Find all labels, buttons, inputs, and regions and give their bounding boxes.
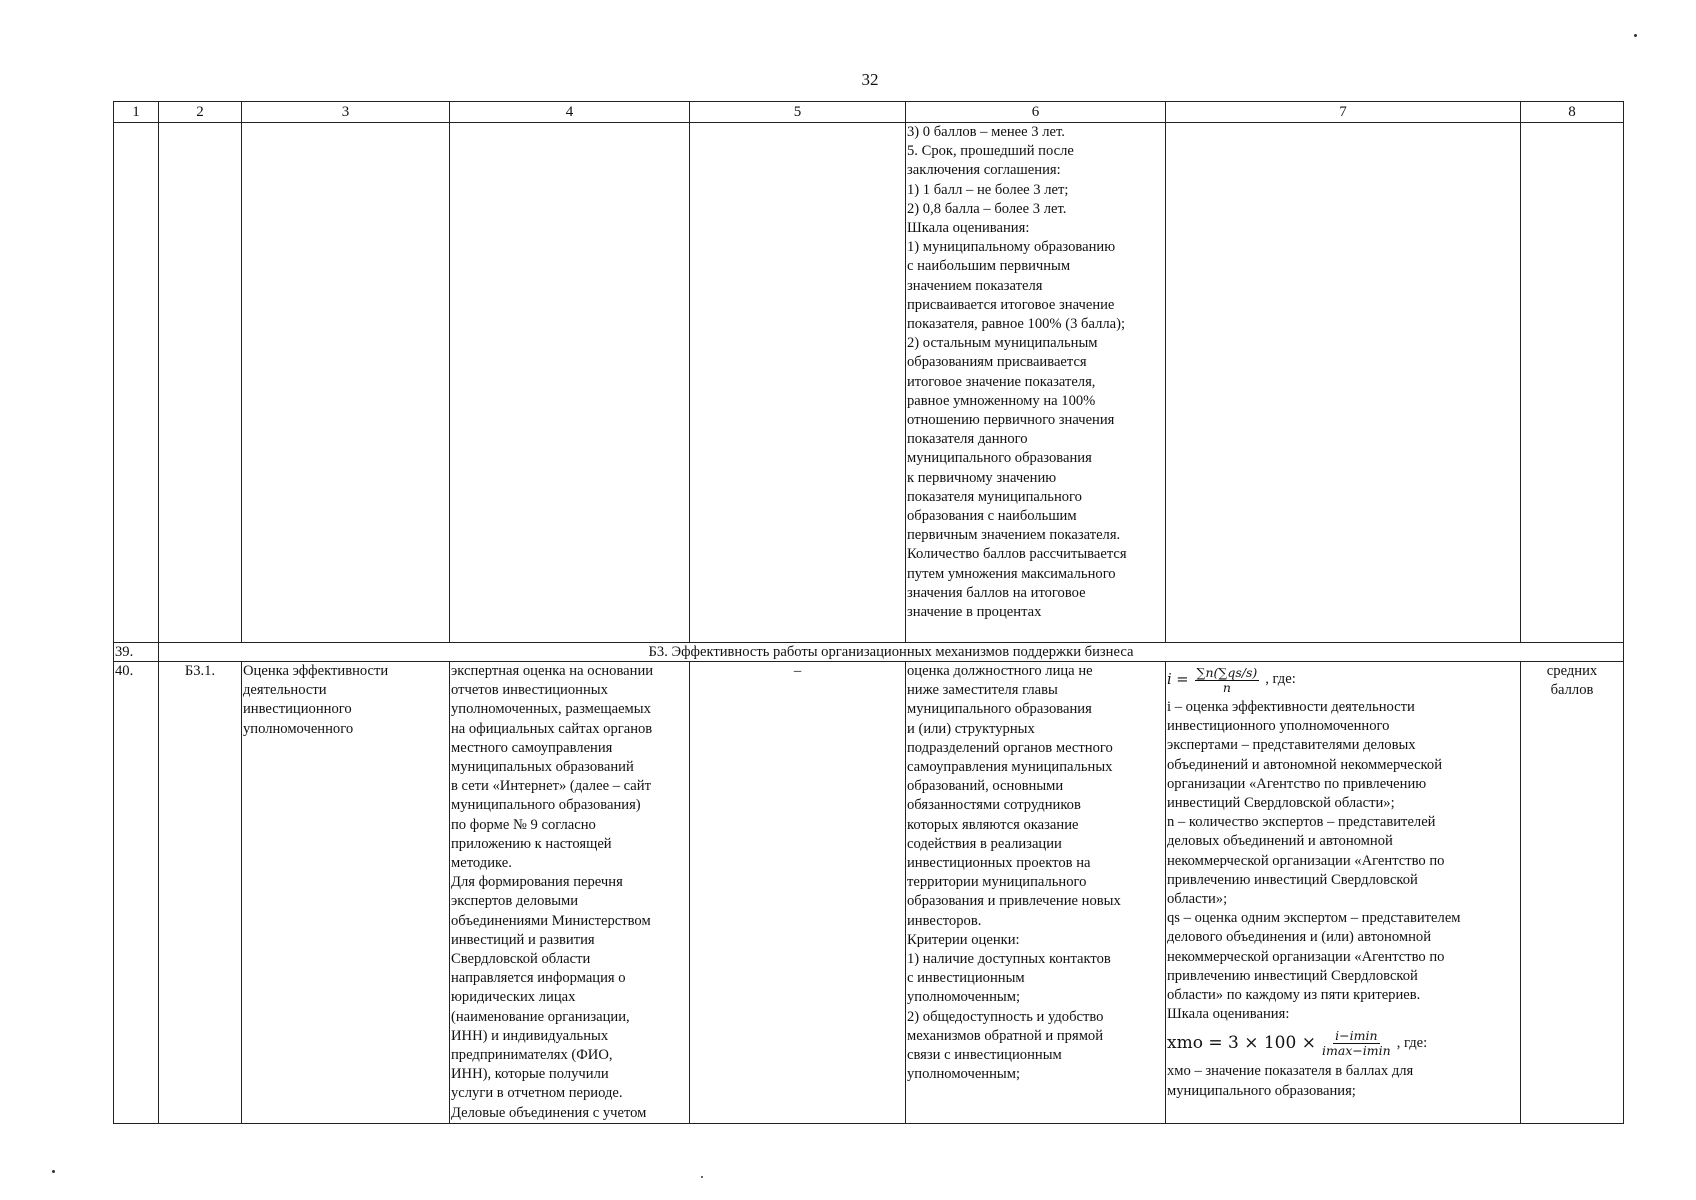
formula-text-line: привлечению инвестиций Свердловской [1167, 967, 1418, 984]
criteria-text-line: уполномоченным; [907, 1066, 1021, 1083]
data-source-line: экспертов деловыми [451, 893, 579, 910]
criteria-text-line: отношению первичного значения [907, 412, 1115, 429]
formula2-fraction [1320, 1029, 1393, 1058]
data-source-line: предпринимателях (ФИО, [451, 1047, 613, 1064]
formula-text-line: делового объединения и (или) автономной [1167, 929, 1432, 946]
data-source-line: юридических лицах [451, 989, 576, 1006]
formula-average-score [1167, 662, 1519, 698]
page-number: 32 [861, 70, 879, 89]
criteria-text-line: уполномоченным; [907, 989, 1021, 1006]
data-source-line: направляется информация о [451, 970, 626, 987]
unit-cell [1521, 662, 1624, 1124]
data-source-cell [450, 662, 690, 1124]
formula-text-line: n – количество экспертов – представителей [1167, 814, 1436, 831]
unit-line: средних [1546, 663, 1598, 679]
criteria-text-line: 5. Срок, прошедший после [907, 143, 1074, 160]
criteria-text-line: механизмов обратной и прямой [907, 1027, 1104, 1044]
criteria-text-line: Критерии оценки: [907, 931, 1020, 948]
data-source-line: инвестиций и развития [451, 931, 595, 948]
criteria-text-line: 1) муниципальному образованию [907, 239, 1116, 256]
criteria-text-line: присваивается итоговое значение [907, 296, 1115, 313]
criteria-text-line: содействия в реализации [907, 835, 1062, 852]
data-source-line: уполномоченных, размещаемых [451, 701, 651, 718]
formula-text-line: области»; [1167, 891, 1228, 908]
criteria-text-line: 1) 1 балл – не более 3 лет; [907, 181, 1069, 198]
data-source-line: ИНН), которые получили [451, 1066, 609, 1083]
scan-speck [1634, 34, 1637, 37]
data-source-line: местного самоуправления [451, 739, 613, 756]
criteria-text-line: Шкала оценивания: [907, 220, 1030, 237]
data-source-line: объединениями Министерством [451, 912, 651, 929]
formula-text-line: qs – оценка одним экспертом – представителем [1167, 910, 1461, 927]
data-source-line: муниципального образования) [451, 797, 641, 814]
col-header-4: 4 [450, 102, 690, 123]
formula-text-line: области» по каждому из пяти критериев. [1167, 987, 1421, 1004]
data-source-line: (наименование организации, [451, 1008, 630, 1025]
criteria-text-line: 2) общедоступность и удобство [907, 1008, 1104, 1025]
criteria-text-line: самоуправления муниципальных [907, 759, 1113, 776]
formula-score-scale [1167, 1024, 1519, 1062]
data-source-line: Свердловской области [451, 951, 591, 968]
indicator-name-cell [242, 662, 450, 1124]
criteria-text-line: образованиям присваивается [907, 354, 1087, 371]
criteria-text-line: значением показателя [907, 277, 1043, 294]
row-number: 40. [114, 662, 159, 1124]
formula1-lhs: i = [1167, 671, 1189, 689]
formula-text-line: муниципального образования; [1167, 1082, 1356, 1099]
indicator-name-line: Оценка эффективности [243, 663, 389, 679]
data-source-line: в сети «Интернет» (далее – сайт [451, 778, 651, 795]
formula-text-line: некоммерческой организации «Агентство по [1167, 852, 1445, 869]
criteria-text-line: территории муниципального [907, 874, 1087, 891]
indicator-name-line: деятельности [243, 682, 327, 699]
col-header-5: 5 [690, 102, 906, 123]
criteria-text-line: показателя данного [907, 431, 1028, 448]
criteria-text-line: муниципального образования [907, 450, 1092, 467]
criteria-text-line: значение в процентах [907, 604, 1042, 621]
criteria-text-line: связи с инвестиционным [907, 1047, 1062, 1064]
data-source-line: экспертная оценка на основании [451, 663, 654, 679]
indicators-table [113, 101, 1624, 1124]
formula-text-line: инвестиционного уполномоченного [1167, 718, 1390, 735]
section-row [114, 643, 1624, 662]
criteria-text-line: путем умножения максимального [907, 565, 1116, 582]
formula-text-line: xмо – значение показателя в баллах для [1167, 1063, 1414, 1080]
table-row [114, 662, 1624, 1124]
criteria-text-line: показателя муниципального [907, 488, 1082, 505]
formula-text-line: деловых объединений и автономной [1167, 833, 1393, 850]
col-header-2: 2 [159, 102, 242, 123]
formula-text-line: организации «Агентство по привлечению [1167, 775, 1427, 792]
formula-text-line: объединений и автономной некоммерческой [1167, 756, 1443, 773]
data-source-line: приложению к настоящей [451, 835, 612, 852]
scan-speck [52, 1170, 55, 1173]
formula1-tail: , где: [1265, 671, 1296, 688]
indicator-code: Б3.1. [159, 662, 242, 1124]
formula-text-line: некоммерческой организации «Агентство по [1167, 948, 1445, 965]
unit-line: баллов [1550, 682, 1594, 699]
data-source-line: методике. [451, 855, 512, 872]
data-source-line: отчетов инвестиционных [451, 682, 608, 699]
data-source-line: Деловые объединения с учетом [451, 1104, 647, 1121]
formula-text-line: i – оценка эффективности деятельности [1167, 699, 1415, 715]
criteria-text-line: 2) 0,8 балла – более 3 лет. [907, 200, 1067, 217]
formula-text-line: Шкала оценивания: [1167, 1006, 1290, 1023]
formula-cell [1166, 662, 1521, 1124]
criteria-text-line: которых являются оказание [907, 816, 1079, 833]
section-number: 39. [114, 643, 159, 662]
col-header-3: 3 [242, 102, 450, 123]
col-header-8: 8 [1521, 102, 1624, 123]
criteria-text-line: 2) остальным муниципальным [907, 335, 1098, 352]
criteria-text-line: заключения соглашения: [907, 162, 1061, 179]
continuation-criteria-cell [906, 123, 1166, 643]
criteria-text-line: Количество баллов рассчитывается [907, 546, 1127, 563]
criteria-text-line: обязанностями сотрудников [907, 797, 1081, 814]
criteria-text-line: первичным значением показателя. [907, 527, 1121, 544]
formula2-lhs: xmo = 3 × 100 × [1167, 1032, 1316, 1053]
criteria-text-line: и (или) структурных [907, 720, 1035, 737]
continuation-row [114, 123, 1624, 643]
data-source-line: по форме № 9 согласно [451, 816, 596, 833]
criteria-text-line: 1) наличие доступных контактов [907, 951, 1111, 968]
formula2-explanation [1167, 1062, 1519, 1100]
criteria-text-line: образований, основными [907, 778, 1064, 795]
formula-text-line: инвестиций Свердловской области»; [1167, 795, 1395, 812]
formula1-explanation [1167, 698, 1519, 1024]
criteria-text-line: образования и привлечение новых [907, 893, 1121, 910]
criteria-text-line: с инвестиционным [907, 970, 1025, 987]
formula-text-line: привлечению инвестиций Свердловской [1167, 871, 1418, 888]
formula2-tail: , где: [1396, 1034, 1428, 1051]
formula2-denominator: imax−imin [1321, 1042, 1391, 1058]
col-header-1: 1 [114, 102, 159, 123]
data-source-line: на официальных сайтах органов [451, 720, 653, 737]
column-number-row [114, 102, 1624, 123]
criteria-text-line: равное умноженному на 100% [907, 392, 1096, 409]
criteria-text-line: оценка должностного лица не [907, 663, 1093, 679]
formula1-fraction [1195, 666, 1260, 695]
data-source-line: ИНН) и индивидуальных [451, 1027, 609, 1044]
data-source-line: услуги в отчетном периоде. [451, 1085, 623, 1102]
data-source-line: Для формирования перечня [451, 874, 623, 891]
criteria-text-line: к первичному значению [907, 469, 1057, 486]
dash-cell: – [690, 662, 906, 1124]
evaluation-criteria-cell [906, 662, 1166, 1124]
formula-text-line: экспертами – представителями деловых [1167, 737, 1416, 754]
formula1-denominator: n [1222, 679, 1231, 695]
formula1-numerator: ∑n(∑qs/s) [1196, 664, 1258, 680]
scan-speck [701, 1176, 703, 1178]
criteria-text-line: итоговое значение показателя, [907, 373, 1096, 390]
criteria-text-line: ниже заместителя главы [907, 682, 1058, 699]
data-source-line: муниципальных образований [451, 759, 634, 776]
criteria-text-line: муниципального образования [907, 701, 1092, 718]
indicator-name-line: инвестиционного [243, 701, 352, 718]
criteria-text-line: значения баллов на итоговое [907, 584, 1086, 601]
criteria-text-line: показателя, равное 100% (3 балла); [907, 316, 1126, 333]
criteria-text-line: инвесторов. [907, 912, 982, 929]
criteria-text-line: подразделений органов местного [907, 739, 1113, 756]
criteria-text-line: инвестиционных проектов на [907, 855, 1091, 872]
criteria-text-line: с наибольшим первичным [907, 258, 1071, 275]
col-header-6: 6 [906, 102, 1166, 123]
criteria-text-line: 3) 0 баллов – менее 3 лет. [907, 124, 1065, 140]
indicator-name-line: уполномоченного [243, 720, 354, 737]
criteria-text-line: образования с наибольшим [907, 508, 1077, 525]
section-title: Б3. Эффективность работы организационных механизмов поддержки бизнеса [159, 643, 1624, 662]
col-header-7: 7 [1166, 102, 1521, 123]
formula2-numerator: i−imin [1335, 1027, 1378, 1043]
